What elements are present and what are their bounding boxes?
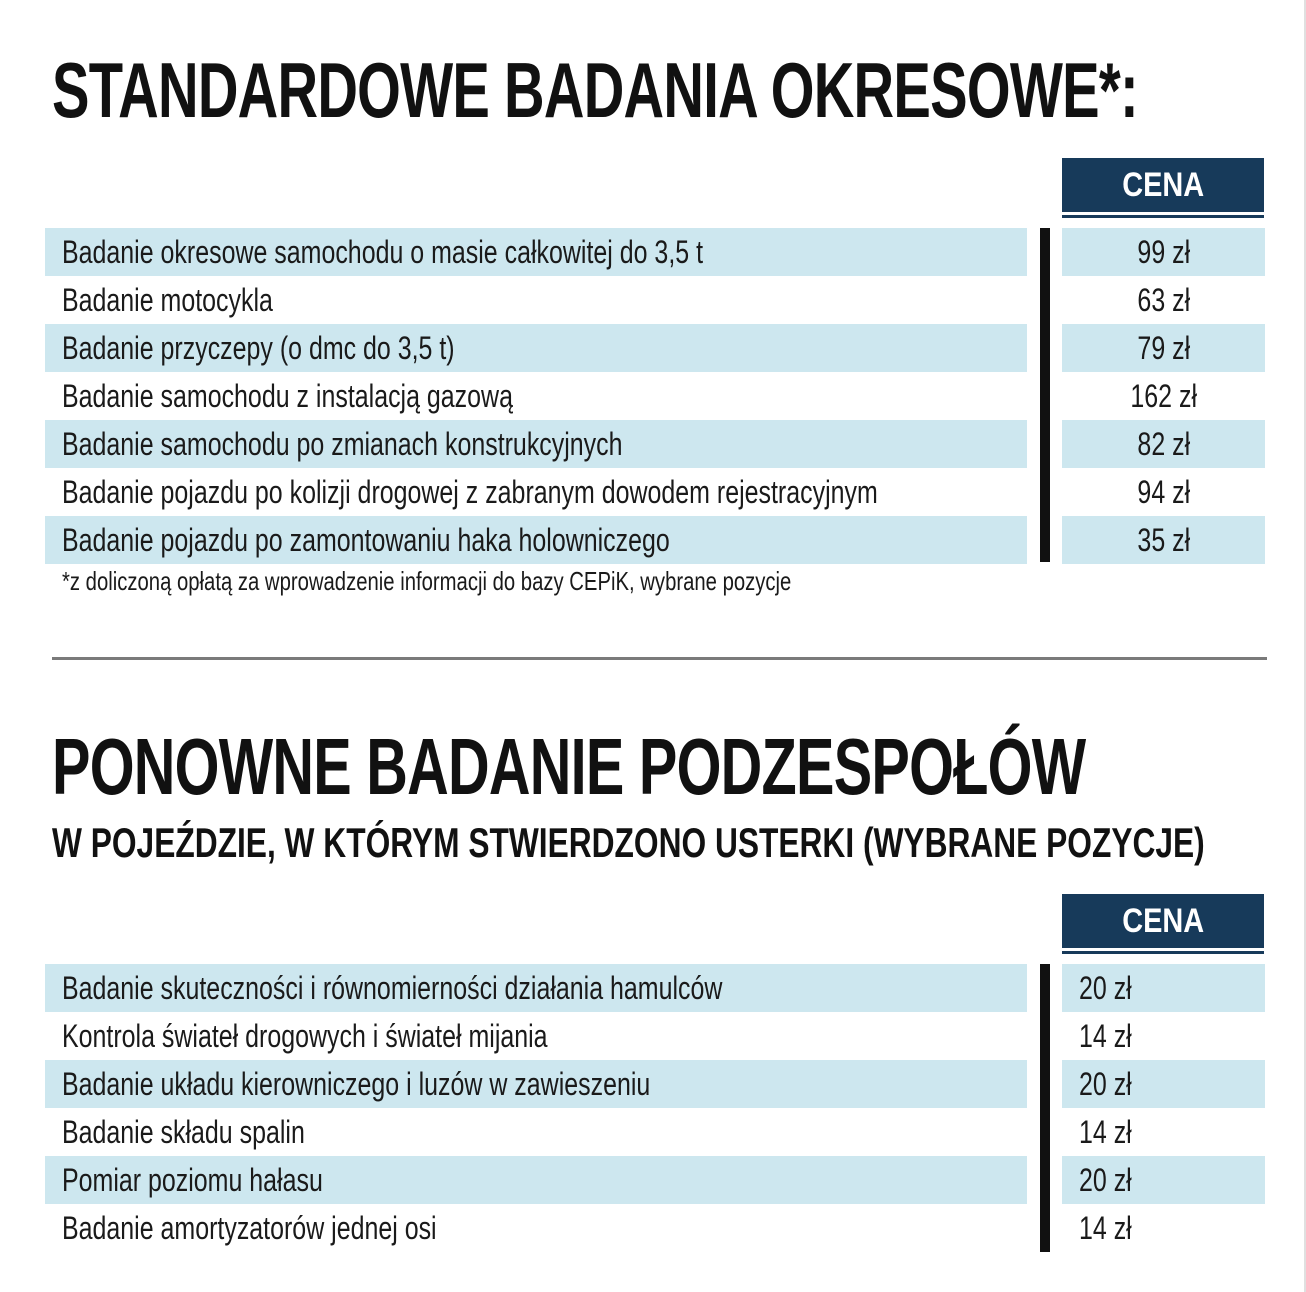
row-price: 20 zł [1079,1161,1132,1198]
section2-table [45,964,1265,1252]
table-row [45,276,1265,324]
section1-price-header [1062,158,1264,215]
row-label: Badanie przyczepy (o dmc do 3,5 t) [62,329,455,366]
row-label: Badanie okresowe samochodu o masie całkowitej do 3,5 t [62,233,704,270]
row-price: 94 zł [1137,473,1190,510]
row-price: 162 zł [1130,377,1197,414]
row-price: 99 zł [1137,233,1190,270]
table-row [45,1108,1265,1156]
table-row [45,964,1265,1012]
row-label: Pomiar poziomu hałasu [62,1161,323,1198]
row-price: 14 zł [1079,1209,1132,1246]
section2-title: PONOWNE BADANIE PODZESPOŁÓW [52,722,1086,811]
table-row [45,372,1265,420]
table-row [45,1204,1265,1252]
row-price: 20 zł [1079,969,1132,1006]
row-price: 35 zł [1137,521,1190,558]
section1-title: STANDARDOWE BADANIA OKRESOWE*: [52,46,1138,134]
section2-price-header [1062,894,1264,951]
row-price: 63 zł [1137,281,1190,318]
table-row [45,1060,1265,1108]
table-row [45,468,1265,516]
row-price: 14 zł [1079,1113,1132,1150]
table-row [45,228,1265,276]
row-price: 82 zł [1137,425,1190,462]
table-row [45,1156,1265,1204]
row-label: Badanie pojazdu po kolizji drogowej z zabranym dowodem rejestracyjnym [62,473,878,510]
row-label: Badanie samochodu po zmianach konstrukcyjnych [62,425,623,462]
row-label: Badanie układu kierowniczego i luzów w zawieszeniu [62,1065,651,1102]
section2-price-header-label: CENA [1122,901,1204,940]
row-label: Badanie motocykla [62,281,273,318]
row-price: 20 zł [1079,1065,1132,1102]
row-label: Badanie pojazdu po zamontowaniu haka holowniczego [62,521,670,558]
row-label: Badanie składu spalin [62,1113,305,1150]
table-row [45,420,1265,468]
section1-price-header-label: CENA [1122,165,1204,204]
table-row [45,516,1265,564]
section2-subtitle: W POJEŹDZIE, W KTÓRYM STWIERDZONO USTERKI (WYBRANE POZYCJE) [52,819,1205,866]
row-label: Badanie samochodu z instalacją gazową [62,377,513,414]
section1-table [45,228,1265,564]
table-row [45,1012,1265,1060]
section1-footnote: *z doliczoną opłatą za wprowadzenie informacji do bazy CEPiK, wybrane pozycje [62,566,792,596]
row-label: Badanie amortyzatorów jednej osi [62,1209,437,1246]
row-price: 14 zł [1079,1017,1132,1054]
row-label: Badanie skuteczności i równomierności działania hamulców [62,969,723,1006]
table-row [45,324,1265,372]
row-label: Kontrola świateł drogowych i świateł mijania [62,1017,548,1054]
row-price: 79 zł [1137,329,1190,366]
section-divider [52,657,1267,660]
